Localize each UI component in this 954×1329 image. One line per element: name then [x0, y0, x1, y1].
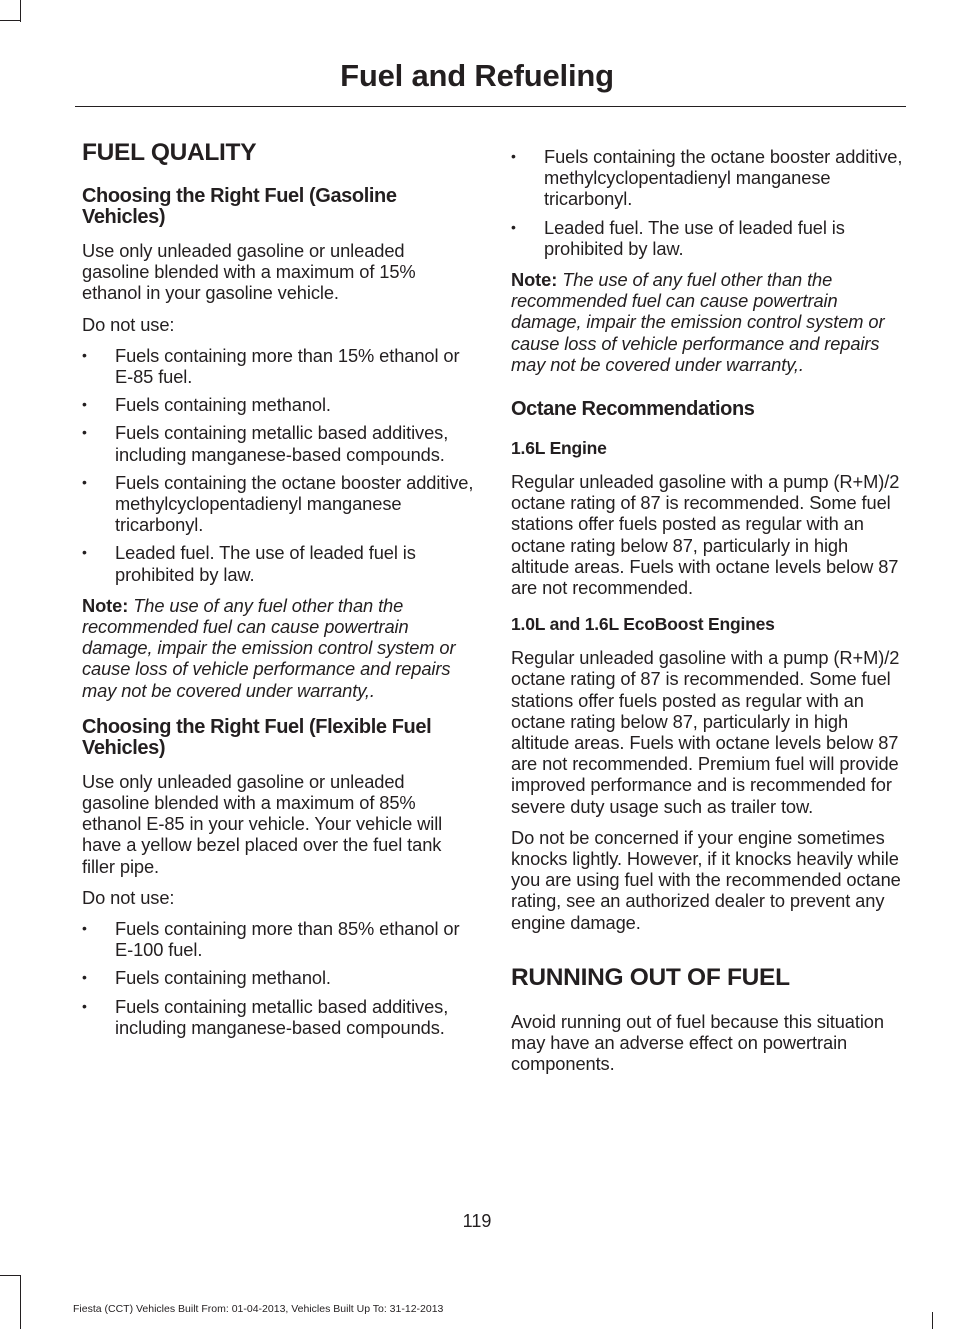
bullet-icon: •: [82, 969, 87, 986]
engine-title-ecoboost: 1.0L and 1.6L EcoBoost Engines: [511, 614, 775, 635]
section-title-fuel-quality: FUEL QUALITY: [82, 139, 257, 166]
paragraph-engine-knock: Do not be concerned if your engine sometimes knocks lightly. However, if it knocks heavily while you are using fuel with the recommended octane rating, see an authorized dealer to prevent any engine damage.: [511, 826, 901, 933]
bullet-icon: •: [82, 424, 87, 441]
list-item-text: Fuels containing the octane booster additive, methylcyclopentadienyl manganese tricarbonyl.: [544, 146, 903, 210]
paragraph-do-not-use: Do not use:: [82, 886, 175, 908]
list-item-text: Fuels containing the octane booster additive, methylcyclopentadienyl manganese tricarbonyl.: [115, 471, 474, 536]
bullet-icon: •: [82, 920, 87, 937]
crop-mark: [932, 1312, 933, 1329]
section-title-running-out: RUNNING OUT OF FUEL: [511, 963, 790, 991]
list-item: [82, 422, 474, 464]
list-item-text: Leaded fuel. The use of leaded fuel is prohibited by law.: [115, 542, 416, 585]
paragraph-running-out: Avoid running out of fuel because this situation may have an adverse effect on powertrain components.: [511, 1010, 884, 1075]
footer-text: Fiesta (CCT) Vehicles Built From: 01-04-2013, Vehicles Built Up To: 31-12-2013: [73, 1303, 444, 1315]
paragraph-engine-1-6l: Regular unleaded gasoline with a pump (R+M)/2 octane rating of 87 is recommended. Some fuel stations offer fuels posted as regular with an octane rating below 87, particularly in high altitude areas. Fuels with octane levels below 87 are not recommended.: [511, 471, 900, 599]
list-item: [82, 918, 474, 960]
page-title: Fuel and Refueling: [340, 58, 614, 93]
list-item: [511, 146, 903, 210]
right-column: [511, 146, 903, 1084]
paragraph-flex-intro: Use only unleaded gasoline or unleaded gasoline blended with a maximum of 85% ethanol E-85 in your vehicle. Your vehicle will have a yellow bezel placed over the fuel tank filler pipe.: [82, 770, 443, 877]
list-item: [82, 967, 474, 988]
list-item: [82, 345, 474, 387]
bullet-icon: •: [82, 997, 87, 1014]
subsection-title-octane: Octane Recommendations: [511, 398, 755, 421]
bullet-icon: •: [82, 396, 87, 413]
subsection-title-gasoline: Choosing the Right Fuel (Gasoline Vehicles): [82, 184, 397, 228]
list-item: [82, 472, 474, 536]
list-item: [511, 217, 903, 259]
list-item: [82, 996, 474, 1038]
list-item-text: Fuels containing metallic based additives, including manganese-based compounds.: [115, 422, 449, 465]
list-item-text: Fuels containing more than 85% ethanol or E-100 fuel.: [115, 918, 460, 961]
note-label: Note:: [511, 269, 558, 291]
note-paragraph: [82, 595, 474, 701]
bullet-icon: •: [82, 544, 87, 561]
list-gasoline-do-not-use: [82, 345, 474, 585]
crop-mark: [0, 1275, 20, 1276]
note-label: Note:: [82, 594, 129, 616]
bullet-icon: •: [82, 346, 87, 363]
list-item-text: Fuels containing methanol.: [115, 394, 331, 416]
paragraph-do-not-use: Do not use:: [82, 313, 175, 335]
paragraph-gasoline-intro: Use only unleaded gasoline or unleaded gasoline blended with a maximum of 15% ethanol in your gasoline vehicle.: [82, 239, 416, 304]
list-item-text: Fuels containing methanol.: [115, 967, 331, 989]
bullet-icon: •: [82, 473, 87, 490]
list-continued-do-not-use: [511, 146, 903, 259]
list-item: [82, 394, 474, 415]
header-rule: [75, 106, 906, 107]
left-column: [82, 140, 474, 1048]
note-text: The use of any fuel other than the recommended fuel can cause powertrain damage, impair the emission control system or cause loss of vehicle performance and repairs may not be covered under warranty,.: [82, 594, 456, 701]
list-item-text: Fuels containing metallic based additives, including manganese-based compounds.: [115, 995, 449, 1038]
subsection-title-flex-fuel: Choosing the Right Fuel (Flexible Fuel Vehicles): [82, 715, 432, 759]
crop-mark: [20, 1275, 21, 1329]
bullet-icon: •: [511, 218, 516, 235]
list-item-text: Leaded fuel. The use of leaded fuel is prohibited by law.: [544, 216, 845, 259]
engine-title-1-6l: 1.6L Engine: [511, 438, 607, 459]
note-paragraph: [511, 269, 903, 375]
list-item-text: Fuels containing more than 15% ethanol or E-85 fuel.: [115, 344, 460, 387]
crop-mark: [0, 20, 20, 21]
list-item: [82, 542, 474, 584]
crop-mark: [20, 0, 21, 22]
page-number: 119: [462, 1211, 492, 1231]
bullet-icon: •: [511, 148, 516, 164]
list-flex-do-not-use: [82, 918, 474, 1038]
paragraph-engine-ecoboost: Regular unleaded gasoline with a pump (R+M)/2 octane rating of 87 is recommended. Some fuel stations offer fuels posted as regular with an octane rating below 87, particularly in high altitude areas. Fuels with octane levels below 87 are not recommended. Premium fuel will provide improved performance and is recommended for severe duty usage such as trailer tow.: [511, 647, 900, 817]
note-text: The use of any fuel other than the recommended fuel can cause powertrain damage, impair the emission control system or cause loss of vehicle performance and repairs may not be covered under warranty,.: [511, 269, 885, 375]
